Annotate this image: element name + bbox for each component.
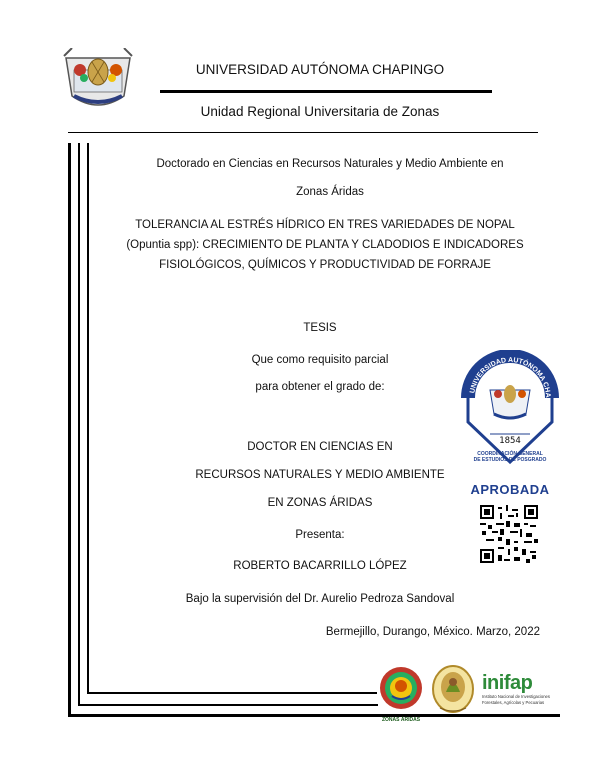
inifap-subtitle-2: Forestales, Agrícolas y Pecuarias bbox=[482, 700, 545, 705]
thesis-title-line-1: TOLERANCIA AL ESTRÉS HÍDRICO EN TRES VARIEDADES DE NOPAL bbox=[135, 219, 515, 231]
program-line-2: Zonas Áridas bbox=[296, 186, 364, 198]
degree-line-1: DOCTOR EN CIENCIAS EN bbox=[247, 441, 393, 453]
bottom-rule-inner bbox=[87, 692, 377, 694]
tesis-label: TESIS bbox=[303, 322, 337, 334]
header-rule bbox=[160, 90, 492, 93]
program-line-1: Doctorado en Ciencias en Recursos Naturales y Medio Ambiente en bbox=[156, 158, 504, 170]
second-institution-logo bbox=[430, 664, 476, 718]
seal-coordination-2: DE ESTUDIOS DE POSGRADO bbox=[473, 457, 547, 463]
inifap-subtitle-1: Instituto Nacional de Investigaciones bbox=[482, 694, 550, 699]
approved-seal bbox=[460, 350, 560, 495]
zonas-aridas-caption: ZONAS ÁRIDAS bbox=[381, 717, 421, 723]
approved-status: APROBADA bbox=[470, 482, 550, 497]
inifap-logo bbox=[482, 672, 568, 720]
thesis-title-line-3: FISIOLÓGICOS, QUÍMICOS Y PRODUCTIVIDAD DE FORRAJE bbox=[159, 259, 491, 271]
presenta-label: Presenta: bbox=[295, 529, 345, 541]
requirement-line-1: Que como requisito parcial bbox=[251, 354, 389, 366]
bottom-rule-middle bbox=[78, 704, 378, 706]
seal-year: 1854 bbox=[499, 436, 521, 446]
inifap-wordmark: inifap bbox=[482, 672, 533, 694]
program-name bbox=[130, 150, 530, 206]
left-rule-inner bbox=[87, 143, 89, 693]
left-rule-middle bbox=[78, 143, 80, 706]
thesis-title bbox=[105, 215, 545, 275]
left-rule-outer bbox=[68, 143, 71, 717]
author-name: ROBERTO BACARRILLO LÓPEZ bbox=[233, 560, 407, 572]
unit-title: Unidad Regional Universitaria de Zonas bbox=[200, 104, 440, 119]
thesis-title-line-2: (Opuntia spp): CRECIMIENTO DE PLANTA Y CLADODIOS E INDICADORES bbox=[126, 239, 524, 251]
seal-coordination-1: COORDINACIÓN GENERAL bbox=[477, 451, 543, 457]
requirement-line-2: para obtener el grado de: bbox=[255, 381, 385, 393]
degree-line-3: EN ZONAS ÁRIDAS bbox=[267, 497, 373, 509]
place-date: Bermejillo, Durango, México. Marzo, 2022 bbox=[325, 626, 540, 638]
chapingo-seal-logo bbox=[58, 48, 138, 118]
seal-ring-text: UNIVERSIDAD AUTÓNOMA CHA bbox=[469, 356, 552, 398]
zonas-aridas-logo bbox=[378, 664, 424, 723]
supervision-line: Bajo la supervisión del Dr. Aurelio Pedroza Sandoval bbox=[185, 593, 455, 605]
qr-code bbox=[480, 505, 538, 563]
degree-line-2: RECURSOS NATURALES Y MEDIO AMBIENTE bbox=[195, 469, 445, 481]
footer-logos bbox=[378, 660, 568, 723]
top-rule bbox=[68, 132, 538, 133]
university-title: UNIVERSIDAD AUTÓNOMA CHAPINGO bbox=[195, 62, 445, 77]
